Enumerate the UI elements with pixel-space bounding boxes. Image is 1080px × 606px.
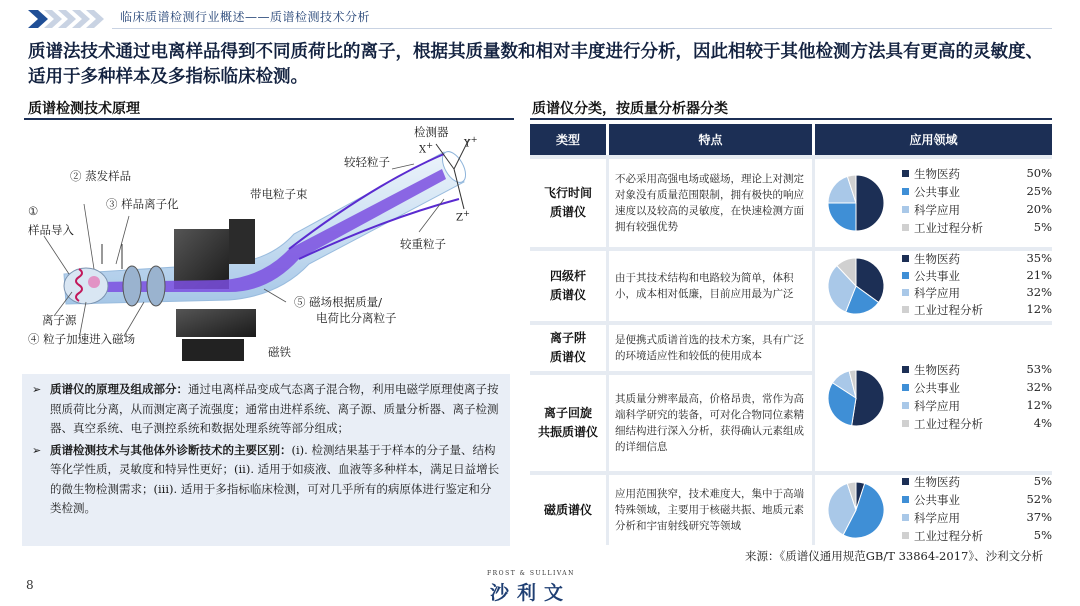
pie-chart-row3-4 [826,368,886,428]
table-row-desc: 由于其技术结构和电路较为简单，体积小，成本相对低廉，目前应用最为广泛 [609,251,812,321]
pie-chart-row5 [826,480,886,540]
source-note: 来源：《质谱仪通用规范GB/T 33864-2017》、沙利文分析 [745,549,1044,563]
header-divider [112,28,1052,29]
step5-label-line1: ⑤ 磁场根据质量/ [294,295,383,309]
legend-swatch-industry [902,224,909,231]
bullet-arrow-icon: ➢ [32,443,42,457]
step1-number: ① [28,204,39,218]
axis-y-label: Y+ [464,134,478,150]
logo-subtitle: FROST & SULLIVAN [487,570,575,577]
legend-block: 生物医药 50% 公共事业 25% 科学应用 20% 工业过程分析 5% [902,166,1052,242]
page-headline: 质谱法技术通过电离样品得到不同质荷比的离子，根据其质量数和相对丰度进行分析，因此相较于其他检测方法具有更高的灵敏度、适用于多种样本及多指标临床检测。 [28,42,1043,87]
legend-swatch-public [902,188,909,195]
table-row-desc: 不必采用高强电场或磁场，理论上对测定对象没有质量范围限制，拥有极快的响应速度以及较高的灵敏度，在快速检测方面拥有较强优势 [609,159,812,247]
breadcrumb: 临床质谱检测行业概述——质谱检测技术分析 [120,10,371,24]
pie-chart-row1 [826,173,886,233]
legend-block: 生物医药 5% 公共事业 52% 科学应用 37% 工业过程分析 5% [902,474,1052,546]
pie-chart-row2 [826,256,886,316]
table-row-desc: 应用范围狭窄，技术难度大，集中于高端特殊领域，主要用于核磁共振、地质元素分析和宇宙射线研究等领域 [609,475,812,545]
table-header-features: 特点 [609,124,812,155]
notes-box [22,374,510,546]
detector-label: 检测器 [414,125,449,139]
legend-block: 生物医药 53% 公共事业 32% 科学应用 12% 工业过程分析 4% [902,362,1052,434]
logo-wordmark: 沙利文 [490,582,572,604]
step4-label: ④ 粒子加速进入磁场 [28,332,136,346]
axis-z-label: Z+ [456,208,470,224]
pie-slice-biomed [856,175,884,231]
table-row-name: 磁质谱仪 [530,475,606,545]
step3-label: ③ 样品离子化 [106,197,179,211]
step5-label-line2: 电荷比分离粒子 [316,311,397,325]
table-row-name: 四级杆 质谱仪 [530,251,606,321]
left-section-title: 质谱检测技术原理 [28,101,140,117]
heavy-particles-label: 较重粒子 [400,237,446,251]
step1-label: 样品导入 [28,223,74,237]
legend-block: 生物医药 35% 公共事业 21% 科学应用 32% 工业过程分析 12% [902,251,1052,321]
note-item: ➢ 质谱仪的原理及组成部分：通过电离样品变成气态离子混合物，利用电磁学原理使离子按照质荷比分离，从而测定离子流强度；通常由进样系统、离子源、质量分析器、离子检测器、真空系统、电子测控系统和数据处理系统等部分组成； [32,382,499,435]
table-row-name: 离子阱 质谱仪 [530,325,606,371]
bullet-arrow-icon: ➢ [32,383,42,396]
left-section-rule [24,118,514,120]
ion-source-label: 离子源 [42,313,77,327]
pie-slice-public [828,203,856,231]
note-item: ➢ 质谱检测技术与其他体外诊断技术的主要区别：(i). 检测结果基于于样本的分子量、结构等化学性质，灵敏度和特异性更好；(ii). 适用于如痰液、血液等多种样本，满足日益增长的微生物检测需求；(iii). 适用于多指标临床检测，可对几乎所有的病原体进行鉴定和分类检测。 [32,442,500,515]
right-section-title: 质谱仪分类，按质量分析器分类 [532,101,728,117]
table-row-name: 离子回旋 共振质谱仪 [530,375,606,471]
legend-swatch-science [902,206,909,213]
table-row-name: 飞行时间 质谱仪 [530,159,606,247]
header-chevron-icon [28,8,108,30]
right-section-rule [530,118,1052,120]
page-number: 8 [26,578,34,592]
light-particles-label: 较轻粒子 [344,155,390,169]
charged-beam-label: 带电粒子束 [250,187,308,201]
axis-x-label: X+ [419,140,434,156]
magnet-label: 磁铁 [268,345,291,359]
mass-spectrometer-diagram [24,124,514,369]
table-header-type: 类型 [530,124,606,155]
table-row-desc: 是便携式质谱首选的技术方案，具有广泛的环境适应性和较低的使用成本 [609,325,812,371]
legend-swatch-biomed [902,170,909,177]
step2-label: ② 蒸发样品 [70,169,132,183]
table-row-desc: 其质量分辨率最高，价格昂贵，常作为高端科学研究的装备，可对化合物同位素精细结构进行深入分析，获得确认元素组成的详细信息 [609,375,812,471]
table-header-applications: 应用领域 [815,124,1052,155]
